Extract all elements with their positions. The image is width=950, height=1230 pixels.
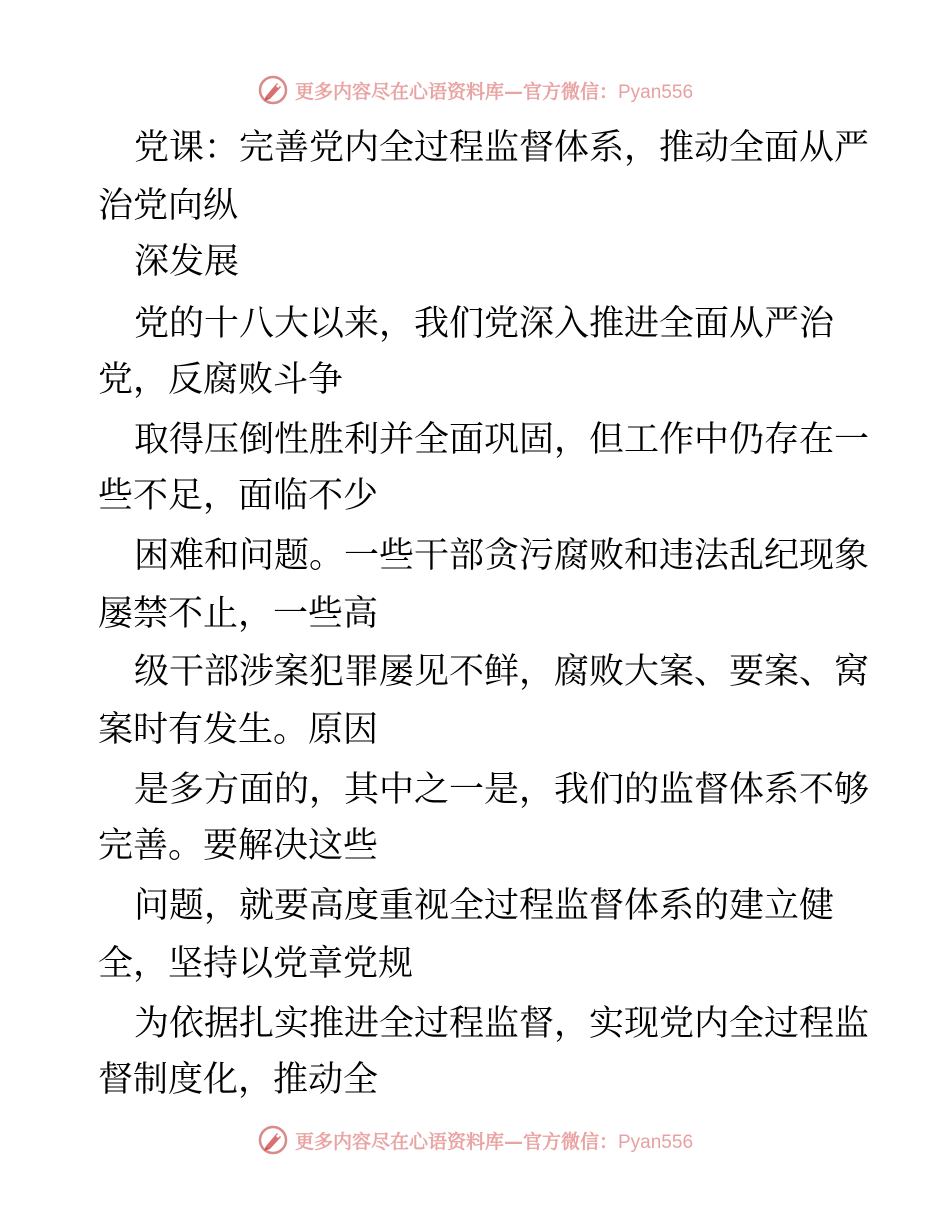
paragraph-line: 是多方面的，其中之一是，我们的监督体系不够 [134,770,870,810]
paragraph-line: 督制度化，推动全 [98,1060,379,1100]
paragraph-line: 问题，就要高度重视全过程监督体系的建立健 [134,886,835,926]
paragraph-line: 取得压倒性胜利并全面巩固，但工作中仍存在一 [134,420,870,460]
paragraph-line: 全，坚持以党章党规 [98,944,414,984]
watermark-text: 更多内容尽在心语资料库—官方微信：Pyan556 [294,1130,694,1153]
paragraph-line: 为依据扎实推进全过程监督，实现党内全过程监 [134,1004,870,1044]
paragraph-line: 党课：完善党内全过程监督体系，推动全面从严 [134,128,870,168]
paragraph-line: 党，反腐败斗争 [98,360,344,400]
pen-nib-logo-icon [257,1124,289,1156]
watermark-text: 更多内容尽在心语资料库—官方微信：Pyan556 [294,80,694,103]
paragraph-line: 困难和问题。一些干部贪污腐败和违法乱纪现象 [134,536,870,576]
paragraph-line: 案时有发生。原因 [98,710,379,750]
footer-watermark [0,1120,950,1160]
paragraph-line: 屡禁不止，一些高 [98,594,379,634]
paragraph-line: 党的十八大以来，我们党深入推进全面从严治 [134,304,835,344]
pen-nib-logo-icon [257,74,289,106]
paragraph-line: 深发展 [134,242,240,282]
paragraph-line: 完善。要解决这些 [98,826,379,866]
paragraph-line: 些不足，面临不少 [98,476,379,516]
paragraph-line: 级干部涉案犯罪屡见不鲜，腐败大案、要案、窝 [134,652,870,692]
paragraph-line: 治党向纵 [98,186,239,226]
header-watermark [0,70,950,110]
